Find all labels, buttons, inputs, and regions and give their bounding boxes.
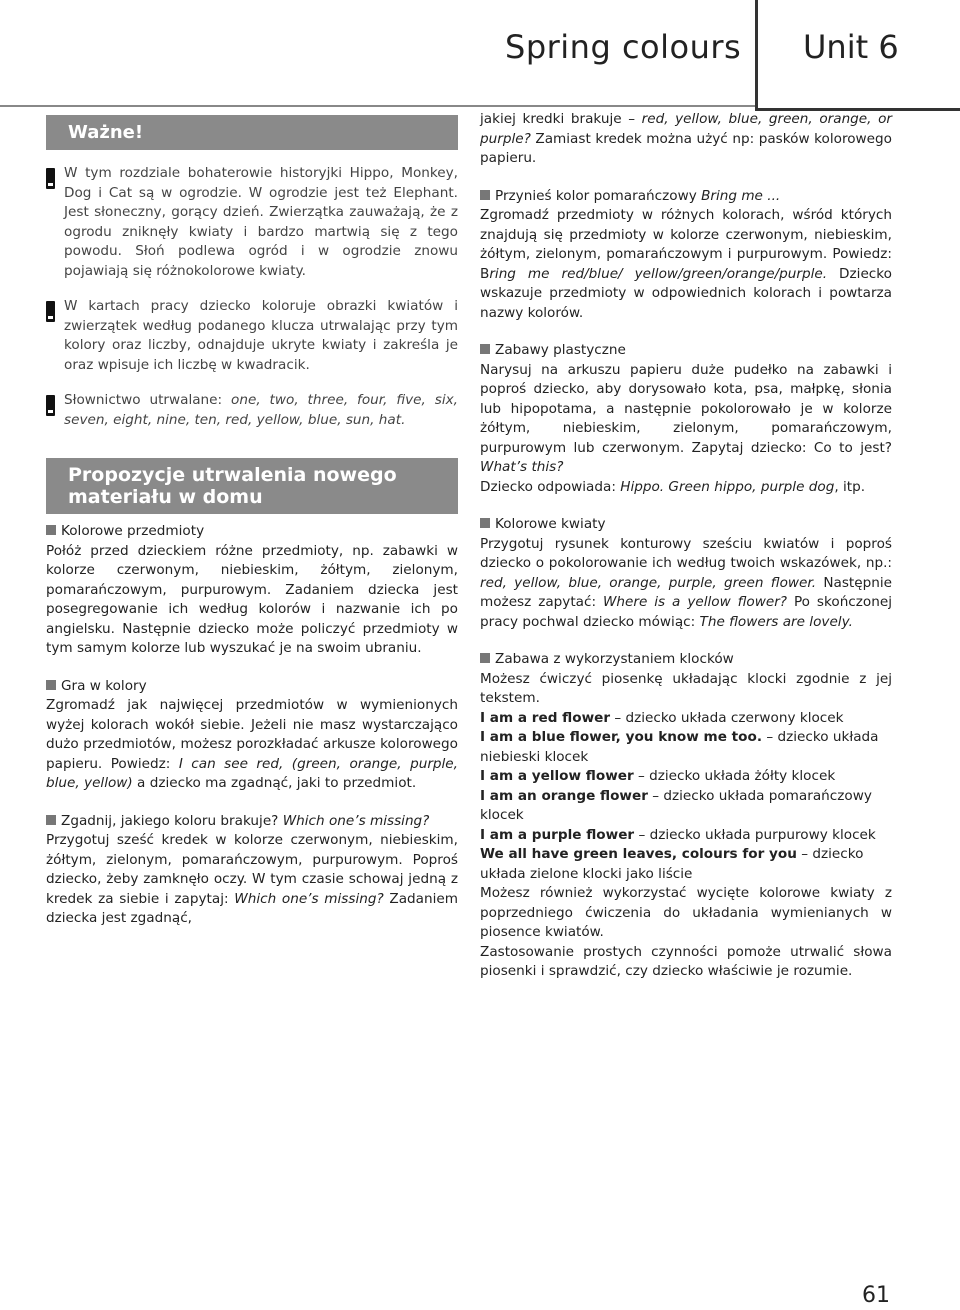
section-kolorowe-przedmioty (46, 522, 458, 659)
section-kolorowe-kwiaty (480, 515, 892, 632)
text-run: Po skończonej pracy pochwal dziecko mówiąc: (480, 594, 892, 630)
section-title-text: Zgadnij, jakiego koloru brakuje? (61, 812, 283, 829)
section-text: Możesz ćwiczyć piosenkę układając klocki zgodnie z jej tekstem. (480, 670, 892, 706)
text-run: Przygotuj rysunek konturowy sześciu kwiatów i poproś dziecko o pokolorowanie ich według twoich wskazówek, np.: (480, 535, 892, 571)
text-run-italic: What’s this? (480, 459, 564, 475)
note-vocabulary (46, 391, 458, 430)
section-title (480, 515, 892, 535)
section-title (46, 677, 458, 697)
section-title (46, 812, 458, 832)
song-line (480, 767, 892, 787)
text-run-italic: I can see red, (green, orange, purple, blue, yellow) (46, 755, 458, 791)
text-run-italic: The flowers are lovely. (699, 613, 853, 630)
text-run: Dziecko wskazuje przedmioty w odpowiednich kolorach i powtarza nazwy kolorów. (480, 265, 892, 321)
song-line (480, 709, 892, 729)
section-title-text: Przynieś kolor pomarańczowy (495, 187, 702, 204)
song-line-pl: – dziecko układa czerwony klocek (610, 709, 844, 726)
text-run: Zadaniem dziecka jest zgadnąć, (46, 890, 458, 926)
text-run-italic: Hippo. Green hippo, purple dog (620, 478, 835, 495)
section-title-italic: Bring me ... (701, 187, 781, 204)
song-line (480, 728, 892, 767)
header-rule (0, 105, 755, 107)
song-line (480, 845, 892, 884)
text-run-italic: red, yellow, blue, orange, purple, green flower. (480, 574, 817, 591)
song-line-en: I am a red flower (480, 709, 611, 726)
page-title: Spring colours (505, 28, 742, 66)
song-lines (480, 709, 892, 885)
section-title-text: Zabawy plastyczne (495, 342, 626, 358)
text-run-italic: ring me red/blue/ yellow/green/orange/purple. (489, 265, 828, 282)
text-run: Narysuj na arkuszu papieru duże pudełko na zabawki i poproś dziecko, aby dorysowało kota, psa, małpkę, słonia lub hipopotama, a następnie pokolorowało je w kolorze żółtym, niebieskim, zielonym, pomarańczowym, purpurowym lub czerwonym. Zapytaj dziecko: Co to jest? (480, 361, 892, 456)
song-line-pl: – dziecko układa żółty klocek (633, 768, 836, 784)
text-run: jakiej kredki brakuje – (480, 111, 642, 127)
bullet-square-icon (480, 190, 490, 200)
section-title-italic: Which one’s missing? (282, 812, 430, 829)
section-title-text: Kolorowe przedmioty (61, 523, 205, 539)
section-gra-w-kolory (46, 677, 458, 794)
vocab-label: Słownictwo utrwalane: (64, 392, 232, 408)
note-worksheet (46, 297, 458, 375)
song-line-en: I am a blue flower, you know me too. (480, 729, 762, 745)
song-line-en: I am an orange flower (480, 787, 648, 804)
song-line-pl: – dziecko układa pomarańczowy klocek (480, 787, 872, 823)
section-text: Możesz również wykorzystać wycięte kolorowe kwiaty z poprzedniego ćwiczenia do układania wymienianych w piosence kwiatów. (480, 885, 892, 940)
section-zgadnij (46, 812, 458, 929)
section-zabawy-plastyczne (480, 341, 892, 497)
home-practice-heading: Propozycje utrwalenia nowego materiału w domu (46, 458, 458, 514)
note-worksheet-text: W kartach pracy dziecko koloruje obrazki kwiatów i zwierzątek według podanego klucza utrwalając przy tym kolory oraz liczby, odnajduje ukryte kwiaty i zakreśla je oraz wpisuje ich liczbę w kwadracik. (64, 298, 458, 373)
section-text (480, 535, 892, 633)
section-title-text: Zabawa z wykorzystaniem klocków (495, 651, 734, 667)
song-line-pl: – dziecko układa zielone klocki jako liście (480, 846, 864, 882)
section-title (480, 187, 892, 207)
note-story (46, 164, 458, 281)
bullet-square-icon (480, 518, 490, 528)
song-line-pl: – dziecko układa niebieski klocek (480, 729, 879, 765)
important-heading: Ważne! (46, 115, 458, 150)
exclamation-icon (46, 301, 55, 322)
page-number: 61 (862, 1283, 890, 1308)
section-text (46, 696, 458, 794)
text-run-italic: Where is a yellow flower? (602, 594, 788, 610)
song-line-en: I am a yellow flower (480, 768, 634, 784)
section-text (480, 478, 892, 498)
text-run-italic: red, yellow, blue, green, orange, or purple? (480, 111, 892, 147)
text-run: a dziecko ma zgadnąć, jaki to przedmiot. (132, 775, 417, 791)
section-text (480, 361, 892, 478)
text-run: Zamiast kredek można użyć np: pasków kolorowego papieru. (480, 130, 892, 166)
section-text (480, 206, 892, 323)
text-run: Zgromadź jak najwięcej przedmiotów w wymienionych wyżej kolorach wokół siebie. Jeżeli nie masz wystarczająco dużo przedmiotów, możesz porozkładać arkusze kolorowego papieru. Powiedz: (46, 697, 458, 772)
song-line-pl: – dziecko układa purpurowy klocek (634, 826, 876, 843)
text-run: Dziecko odpowiada: (480, 478, 621, 495)
exclamation-icon (46, 168, 55, 189)
right-column (480, 110, 892, 982)
unit-label: Unit 6 (803, 28, 899, 66)
section-bring-me (480, 187, 892, 324)
intro-text (480, 110, 892, 169)
text-run: Następnie możesz zapytać: (480, 574, 892, 610)
section-text: Zastosowanie prostych czynności pomoże utrwalić słowa piosenki i sprawdzić, czy dziecko właściwie je rozumie. (480, 943, 892, 979)
note-story-text: W tym rozdziale bohaterowie historyjki Hippo, Monkey, Dog i Cat są w ogrodzie. W ogrodzie jest też Elephant. Jest słoneczny, gorący dzień. Zwierzątka zauważają, że z ogrodu zniknęły kwiaty i bardzo martwią się z tego powodu. Słoń podlewa ogród i w ogrodzie znowu pojawiają się różnokolorowe kwiaty. (64, 165, 458, 279)
text-run-italic: Which one’s missing? (234, 890, 384, 907)
section-title (480, 650, 892, 670)
song-line (480, 787, 892, 826)
section-title (480, 341, 892, 361)
vocab-words: one, two, three, four, five, six, seven, eight, nine, ten, red, yellow, blue, sun, hat. (64, 392, 458, 428)
section-title-text: Kolorowe kwiaty (495, 516, 606, 532)
section-text (46, 831, 458, 929)
bullet-square-icon (46, 680, 56, 690)
exclamation-icon (46, 395, 55, 416)
song-line-en: I am a purple flower (480, 826, 635, 843)
note-vocabulary-text (64, 391, 458, 430)
text-run: , itp. (834, 478, 866, 495)
section-title-text: Gra w kolory (61, 677, 147, 694)
left-column (46, 115, 458, 929)
section-text: Połóż przed dzieckiem różne przedmioty, np. zabawki w kolorze czerwonym, niebieskim, żółtym, zielonym, pomarańczowym, purpurowym. Zadaniem dziecka jest posegregowanie ich według kolorów i nazwanie ich po angielsku. Następnie dziecko może policzyć przedmioty w tym samym kolorze lub wyszukać je na swoim ubraniu. (46, 542, 458, 656)
bullet-square-icon (46, 525, 56, 535)
song-line (480, 826, 892, 846)
song-line-en: We all have green leaves, colours for you (480, 846, 797, 862)
section-klocki (480, 650, 892, 982)
bullet-square-icon (480, 344, 490, 354)
text-run: Przygotuj sześć kredek w kolorze czerwonym, niebieskim, żółtym, zielonym, pomarańczowym, purpurowym. Poproś dziecko, żeby zamknęło oczy. W tym czasie schowaj jedną z kredek za siebie i zapytaj: (46, 832, 458, 907)
bullet-square-icon (480, 653, 490, 663)
text-run: Zgromadź przedmioty w różnych kolorach, wśród których znajdują się przedmioty w kolorze czerwonym, niebieskim, żółtym, zielonym, pomarańczowym i purpurowym. Powiedz: B (480, 207, 892, 282)
bullet-square-icon (46, 815, 56, 825)
section-title (46, 522, 458, 542)
